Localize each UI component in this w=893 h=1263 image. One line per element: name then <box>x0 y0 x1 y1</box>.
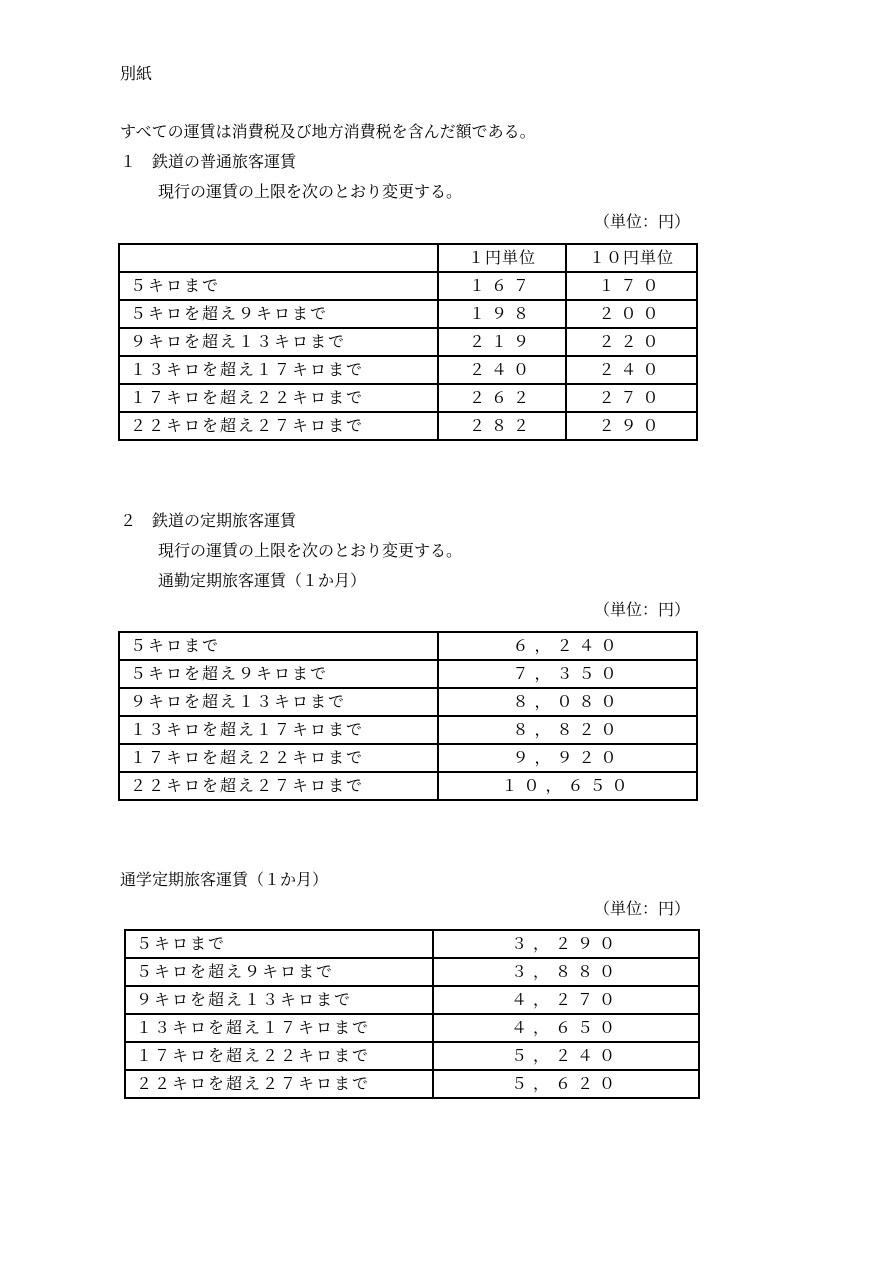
distance-cell: １３キロを超え１７キロまで <box>119 356 438 384</box>
section2-subtext: 現行の運賃の上限を次のとおり変更する。 <box>158 541 463 560</box>
distance-cell: ９キロを超え１３キロまで <box>119 328 438 356</box>
table-row <box>119 328 697 356</box>
table-row <box>119 272 697 300</box>
table-row <box>119 384 697 412</box>
commuter-title: 通勤定期旅客運賃（１か月） <box>158 571 367 590</box>
intro-text: すべての運賃は消費税及び地方消費税を含んだ額である。 <box>120 122 536 141</box>
table-row <box>119 772 697 800</box>
unit-label: （単位：円） <box>593 600 690 619</box>
fare-cell: ３，８８０ <box>433 958 699 986</box>
table-row <box>125 958 699 986</box>
distance-cell: １７キロを超え２２キロまで <box>125 1042 433 1070</box>
section1-heading: １ 鉄道の普通旅客運賃 <box>120 152 297 171</box>
fare-cell: ４，６５０ <box>433 1014 699 1042</box>
page-label: 別紙 <box>120 64 153 83</box>
table-row <box>119 632 697 660</box>
table-row <box>119 356 697 384</box>
distance-cell: ５キロを超え９キロまで <box>119 660 438 688</box>
table-row <box>119 300 697 328</box>
unit-label: （単位：円） <box>593 212 690 231</box>
distance-cell: １７キロを超え２２キロまで <box>119 744 438 772</box>
fare-1yen-cell: １９８ <box>438 300 566 328</box>
section1-subtext: 現行の運賃の上限を次のとおり変更する。 <box>158 182 463 201</box>
distance-cell: ５キロまで <box>119 632 438 660</box>
table-row <box>119 688 697 716</box>
distance-cell: ２２キロを超え２７キロまで <box>125 1070 433 1098</box>
fare-cell: ８，０８０ <box>438 688 697 716</box>
fare-cell: ３，２９０ <box>433 930 699 958</box>
fare-cell: １０，６５０ <box>438 772 697 800</box>
table-row <box>119 716 697 744</box>
distance-cell: ５キロを超え９キロまで <box>125 958 433 986</box>
distance-cell: ９キロを超え１３キロまで <box>119 688 438 716</box>
student-fare-table <box>124 929 700 1099</box>
table-row <box>125 986 699 1014</box>
table-row <box>119 744 697 772</box>
fare-cell: ４，２７０ <box>433 986 699 1014</box>
fare-cell: ７，３５０ <box>438 660 697 688</box>
fare-cell: ５，６２０ <box>433 1070 699 1098</box>
table-row <box>125 1014 699 1042</box>
header-cell: １円単位 <box>438 244 566 272</box>
unit-label: （単位：円） <box>593 899 690 918</box>
distance-cell: ５キロまで <box>125 930 433 958</box>
fare-10yen-cell: ２００ <box>566 300 697 328</box>
fare-10yen-cell: １７０ <box>566 272 697 300</box>
fare-1yen-cell: ２６２ <box>438 384 566 412</box>
ordinary-fare-table <box>118 243 698 441</box>
section2-heading: ２ 鉄道の定期旅客運賃 <box>120 511 297 530</box>
table-row <box>119 412 697 440</box>
fare-cell: ８，８２０ <box>438 716 697 744</box>
fare-cell: ５，２４０ <box>433 1042 699 1070</box>
table-row <box>125 930 699 958</box>
fare-1yen-cell: ２４０ <box>438 356 566 384</box>
fare-1yen-cell: １６７ <box>438 272 566 300</box>
fare-cell: ９，９２０ <box>438 744 697 772</box>
fare-10yen-cell: ２９０ <box>566 412 697 440</box>
fare-1yen-cell: ２８２ <box>438 412 566 440</box>
fare-1yen-cell: ２１９ <box>438 328 566 356</box>
table-row <box>119 660 697 688</box>
table-row <box>125 1070 699 1098</box>
fare-10yen-cell: ２２０ <box>566 328 697 356</box>
header-cell <box>119 244 438 272</box>
distance-cell: ９キロを超え１３キロまで <box>125 986 433 1014</box>
distance-cell: １３キロを超え１７キロまで <box>125 1014 433 1042</box>
distance-cell: ５キロを超え９キロまで <box>119 300 438 328</box>
distance-cell: ２２キロを超え２７キロまで <box>119 412 438 440</box>
table-row <box>125 1042 699 1070</box>
student-title: 通学定期旅客運賃（１か月） <box>120 870 329 889</box>
distance-cell: １３キロを超え１７キロまで <box>119 716 438 744</box>
header-cell: １０円単位 <box>566 244 697 272</box>
table-header-row <box>119 244 697 272</box>
fare-10yen-cell: ２４０ <box>566 356 697 384</box>
distance-cell: １７キロを超え２２キロまで <box>119 384 438 412</box>
fare-cell: ６，２４０ <box>438 632 697 660</box>
commuter-fare-table <box>118 631 698 801</box>
distance-cell: ５キロまで <box>119 272 438 300</box>
fare-10yen-cell: ２７０ <box>566 384 697 412</box>
distance-cell: ２２キロを超え２７キロまで <box>119 772 438 800</box>
